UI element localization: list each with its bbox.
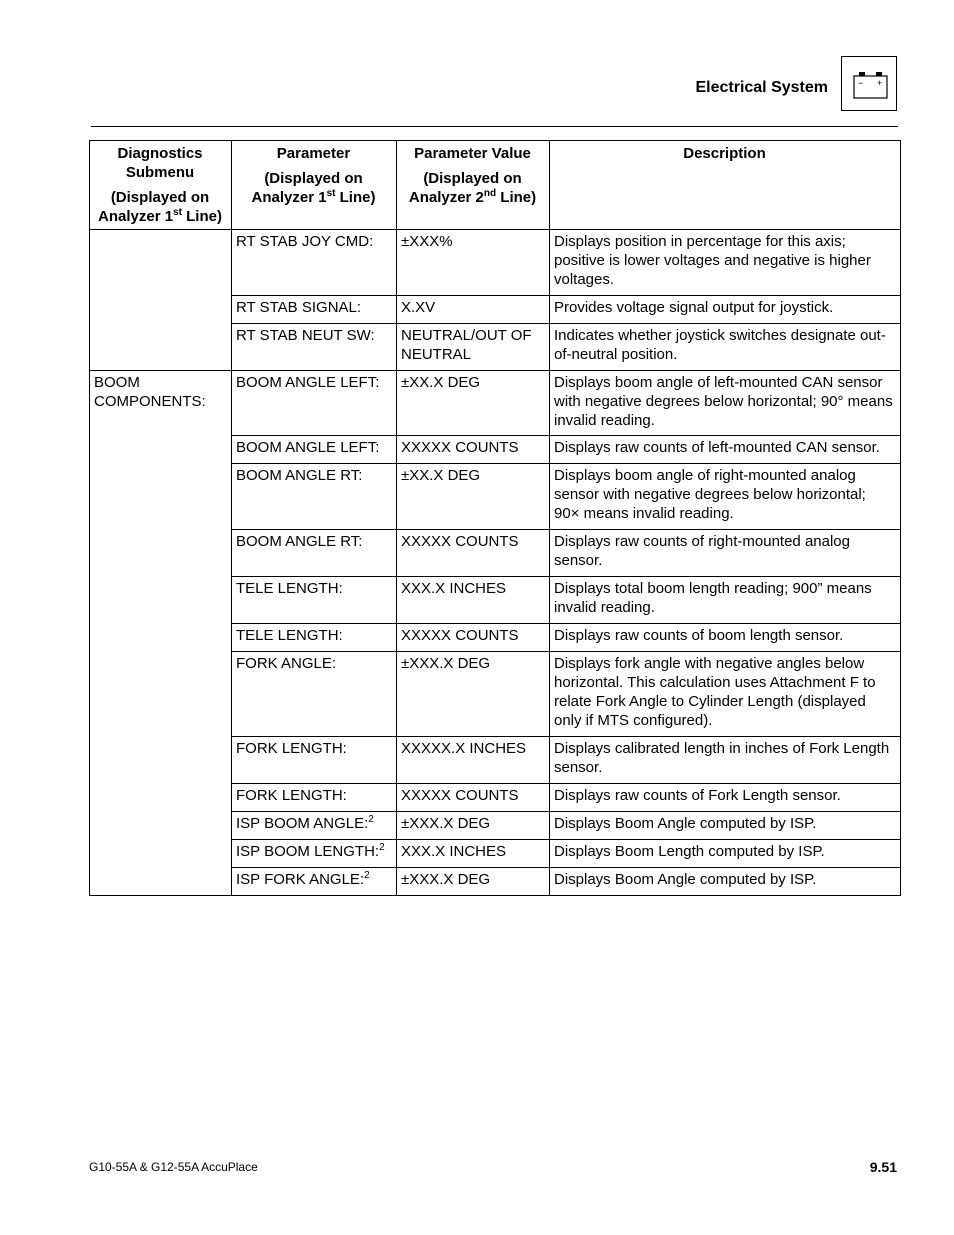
parameter-name: TELE LENGTH: <box>236 580 343 597</box>
column-header <box>90 141 232 230</box>
parameter-cell <box>232 624 397 652</box>
value-cell: ±XXX% <box>397 230 550 296</box>
value-cell: XXX.X INCHES <box>397 577 550 624</box>
column-header-subtitle-line <box>94 207 226 226</box>
parameter-name: BOOM ANGLE RT: <box>236 467 363 484</box>
description-cell: Displays raw counts of Fork Length sensor. <box>550 784 901 812</box>
parameter-name: BOOM ANGLE LEFT: <box>236 439 380 456</box>
battery-minus-label: − <box>858 78 864 88</box>
column-header-label: Description <box>683 145 766 162</box>
parameter-name: RT STAB SIGNAL: <box>236 299 362 316</box>
column-header-label: Parameter <box>276 145 351 162</box>
description-cell: Displays raw counts of left-mounted CAN sensor. <box>550 436 901 464</box>
parameter-cell <box>232 868 397 896</box>
table-header-row <box>90 141 901 230</box>
parameter-cell <box>232 530 397 577</box>
description-cell: Displays fork angle with negative angles below horizontal. This calculation uses Attachment F to relate Fork Angle to Cylinder Length (displayed only if MTS configured). <box>550 652 901 737</box>
description-cell: Provides voltage signal output for joystick. <box>550 296 901 324</box>
parameter-cell <box>232 812 397 840</box>
parameter-cell <box>232 464 397 530</box>
table-row <box>90 371 901 436</box>
battery-plus-label: + <box>877 78 883 88</box>
footer-model: G10-55A & G12-55A AccuPlace <box>89 1160 258 1174</box>
diagnostics-table <box>89 140 901 896</box>
column-header-label: Submenu <box>125 164 195 181</box>
description-cell: Displays raw counts of boom length sensor. <box>550 624 901 652</box>
column-header-subtitle <box>236 169 391 207</box>
description-cell: Displays total boom length reading; 900” means invalid reading. <box>550 577 901 624</box>
column-header-subtitle-open: (Displayed on <box>264 170 363 187</box>
description-cell: Displays calibrated length in inches of Fork Length sensor. <box>550 737 901 784</box>
description-cell: Displays position in percentage for this axis; positive is lower voltages and negative is higher voltages. <box>550 230 901 296</box>
value-cell: NEUTRAL/OUT OF NEUTRAL <box>397 324 550 371</box>
column-header-subtitle <box>401 169 544 207</box>
value-cell: ±XXX.X DEG <box>397 652 550 737</box>
parameter-cell <box>232 577 397 624</box>
value-cell: X.XV <box>397 296 550 324</box>
description-cell: Displays raw counts of right-mounted analog sensor. <box>550 530 901 577</box>
column-header-subtitle-post: Line) <box>335 189 376 206</box>
parameter-cell <box>232 324 397 371</box>
value-cell: ±XX.X DEG <box>397 371 550 436</box>
description-cell: Displays Boom Angle computed by ISP. <box>550 812 901 840</box>
footnote-marker: 2 <box>364 870 370 881</box>
description-cell: Indicates whether joystick switches designate out-of-neutral position. <box>550 324 901 371</box>
parameter-name: FORK LENGTH: <box>236 787 347 804</box>
column-header-subtitle-pre: Analyzer 2 <box>408 189 484 206</box>
column-header-superscript: st <box>326 188 336 199</box>
column-header-subtitle-line <box>236 188 391 207</box>
parameter-name: FORK LENGTH: <box>236 740 347 757</box>
column-header-label: Parameter Value <box>414 145 531 162</box>
column-header-label: Diagnostics <box>117 145 203 162</box>
column-header-subtitle <box>94 188 226 226</box>
parameter-name: ISP BOOM LENGTH: <box>236 843 380 860</box>
table-row <box>90 230 901 296</box>
parameter-cell <box>232 652 397 737</box>
footnote-marker: 2 <box>368 814 374 825</box>
value-cell: XXXXX COUNTS <box>397 624 550 652</box>
column-header-superscript: nd <box>483 188 497 199</box>
parameter-name: RT STAB NEUT SW: <box>236 327 375 344</box>
value-cell: XXXXX COUNTS <box>397 436 550 464</box>
parameter-cell <box>232 840 397 868</box>
value-cell: ±XXX.X DEG <box>397 868 550 896</box>
column-header <box>232 141 397 230</box>
parameter-name: BOOM ANGLE RT: <box>236 533 363 550</box>
value-cell: ±XXX.X DEG <box>397 812 550 840</box>
parameter-name: RT STAB JOY CMD: <box>236 233 374 250</box>
parameter-cell <box>232 436 397 464</box>
page-number: 9.51 <box>869 1159 897 1175</box>
column-header <box>397 141 550 230</box>
column-header-subtitle-line <box>401 188 544 207</box>
description-cell: Displays Boom Angle computed by ISP. <box>550 868 901 896</box>
value-cell: XXX.X INCHES <box>397 840 550 868</box>
parameter-cell <box>232 230 397 296</box>
parameter-name: TELE LENGTH: <box>236 627 343 644</box>
section-title: Electrical System <box>695 79 828 96</box>
parameter-name: BOOM ANGLE LEFT: <box>236 374 380 391</box>
description-cell: Displays boom angle of right-mounted analog sensor with negative degrees below horizontal; 90× means invalid reading. <box>550 464 901 530</box>
column-header <box>550 141 901 230</box>
parameter-cell <box>232 784 397 812</box>
column-header-superscript: st <box>173 207 182 218</box>
column-header-subtitle-post: Line) <box>181 208 222 225</box>
parameter-name: ISP FORK ANGLE: <box>236 871 365 888</box>
parameter-cell <box>232 371 397 436</box>
value-cell: XXXXX.X INCHES <box>397 737 550 784</box>
battery-icon <box>841 56 897 111</box>
column-header-subtitle-pre: Analyzer 1 <box>251 189 327 206</box>
column-header-subtitle-open: (Displayed on <box>110 189 210 206</box>
parameter-name: FORK ANGLE: <box>236 655 337 672</box>
column-header-subtitle-post: Line) <box>496 189 537 206</box>
footnote-marker: 2 <box>379 842 385 853</box>
description-cell: Displays Boom Length computed by ISP. <box>550 840 901 868</box>
submenu-cell: BOOM COMPONENTS: <box>90 371 232 896</box>
submenu-cell <box>90 230 232 371</box>
parameter-cell <box>232 296 397 324</box>
header-divider <box>91 126 898 127</box>
table-body <box>90 230 901 896</box>
value-cell: XXXXX COUNTS <box>397 530 550 577</box>
value-cell: XXXXX COUNTS <box>397 784 550 812</box>
column-header-subtitle-open: (Displayed on <box>423 170 522 187</box>
parameter-name: ISP BOOM ANGLE: <box>236 815 369 832</box>
description-cell: Displays boom angle of left-mounted CAN sensor with negative degrees below horizontal; 90° means invalid reading. <box>550 371 901 436</box>
column-header-subtitle-pre: Analyzer 1 <box>98 208 174 225</box>
parameter-cell <box>232 737 397 784</box>
value-cell: ±XX.X DEG <box>397 464 550 530</box>
